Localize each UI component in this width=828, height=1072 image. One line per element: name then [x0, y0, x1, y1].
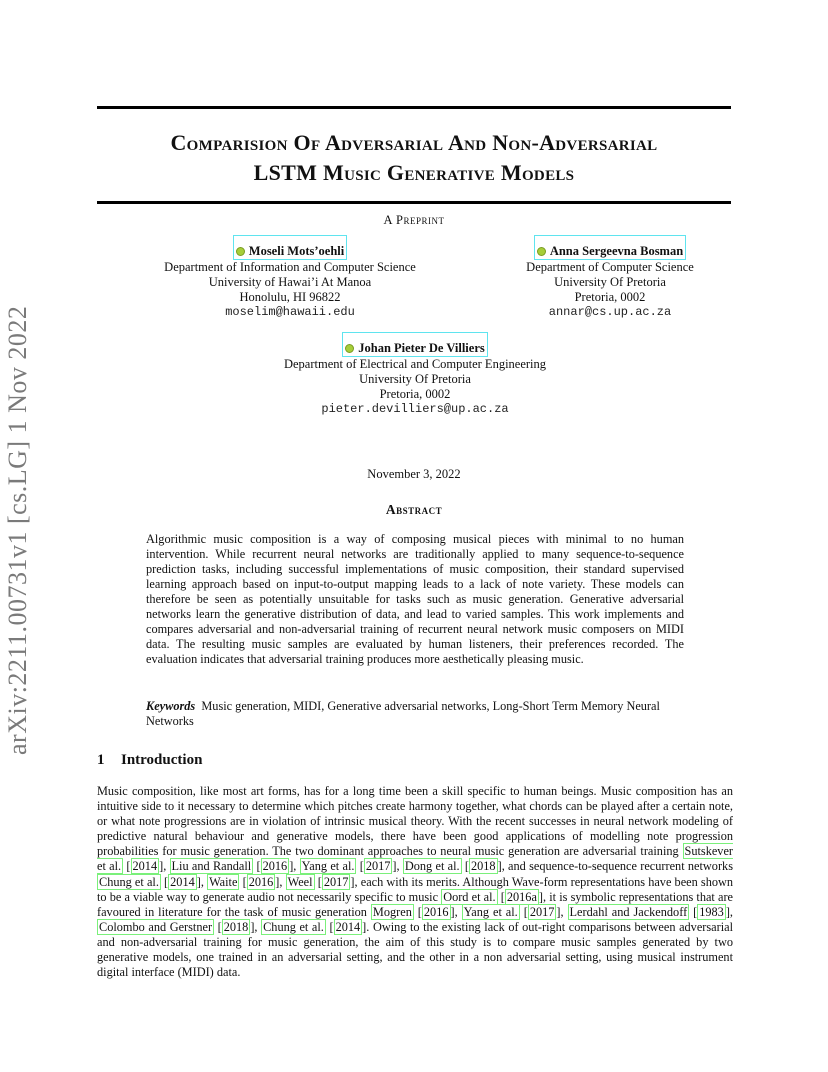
author-block-1: [150, 235, 430, 320]
citation-year-link[interactable]: 1983: [699, 904, 724, 919]
author-link-2[interactable]: [534, 235, 686, 260]
paper-date: November 3, 2022: [367, 467, 461, 481]
citation-link[interactable]: Weel: [287, 874, 313, 889]
section-heading: [97, 752, 202, 769]
citation-year-link[interactable]: 2018: [470, 859, 496, 874]
citation-link[interactable]: Waite: [209, 874, 238, 889]
citation-link[interactable]: Yang et al.: [301, 859, 355, 874]
citation-year-link[interactable]: 2017: [323, 874, 349, 889]
orcid-icon[interactable]: [236, 247, 245, 256]
citation-year-link[interactable]: 2017: [529, 904, 555, 919]
citation-year-link[interactable]: 2014: [170, 874, 195, 889]
citation-year-link[interactable]: 2018: [223, 919, 249, 934]
paper-title-line-2: LSTM Music Generative Models: [253, 160, 575, 185]
author-location: Pretoria, 0002: [574, 290, 646, 304]
author-institution: University Of Pretoria: [554, 275, 666, 289]
citation-year-link[interactable]: 2014: [335, 919, 361, 934]
author-institution: University Of Pretoria: [359, 372, 471, 386]
citation-year-link[interactable]: 2016a: [506, 889, 537, 904]
citation-year-link[interactable]: 2016: [248, 874, 274, 889]
author-name: Moseli Mots’oehli: [248, 244, 345, 258]
citation-link[interactable]: Chung et al.: [99, 874, 159, 889]
intro-text: , and sequence-to-sequence recurrent networks: [501, 859, 733, 874]
citation-link[interactable]: Chung et al.: [263, 919, 324, 934]
paper-title-line-1: Comparision Of Adversarial And Non-Adversarial: [170, 130, 658, 155]
keywords: [146, 699, 684, 729]
author-location: Pretoria, 0002: [379, 387, 451, 401]
intro-text: Music composition, like most art forms, has for a long time been a skill specific to human beings. Music composition has an intuitive side to it necessary to determine which pitches create harmony together, what chords can be played after a certain note, or what note progressions are in violation of intrinsic musical theory. With the recent successes in neural network modeling of predictive natural behaviour and generative models, there have been good applications of modelling note progression probabilities for music generation. The two dominant approaches to neural music generation are adversarial training: [97, 784, 733, 859]
arxiv-side-stamp: arXiv:2211.00731v1 [cs.LG] 1 Nov 2022: [3, 305, 32, 755]
citation-year-link[interactable]: 2017: [365, 859, 391, 874]
citation-link[interactable]: Yang et al.: [463, 904, 518, 919]
intro-text: . Owing to the existing lack of out-right comparisons between adversarial and non-adversarial training for music generation, the aim of this study is to compare music samples generated by two generative models, one trained in an adversarial setting, and the other in a non adversarial setting, using musical instrument digital interface (MIDI) data.: [97, 919, 734, 980]
author-block-2: [470, 235, 750, 320]
intro-paragraph: Music composition, like most art forms, has for a long time been a skill specific to human beings. Music composition has an intuitive side to it necessary to determine which pitches create harmony together, what chords can be played after a certain note, or what note progressions are in violation of intrinsic musical theory. With the recent successes in neural network modeling of predictive natural behaviour and generative models, there have been good applications of modelling note progression probabilities for music generation. The two dominant approaches to neural music generation are adversarial training Sutskever et al. [ 2014 ], Liu and Randall [ 2016 ], Yang et al. [ 2017 ], Dong et al. [ 2018 ], and sequence-to-sequence recurrent networks Chung et al. [ 2014 ], Waite [ 2016 ], Weel [ 2017 ], each with its merits. Although Wave-form representations have been shown to be a viable way to generate audio not necessarily specific to music Oord et al. [ 2016a ], it is symbolic representations that are favoured in literature for the task of music generation Mogren [ 2016 ], Yang et al. [ 2017 ], Lerdahl and Jackendoff [ 1983 ], Colombo and Gerstner [ 2018 ], Chung et al. [ 2014 ]. Owing to the existing lack of out-right comparisons between adversarial and non-adversarial training for music generation, the aim of this study is to compare music samples generated by two generative models, one trained in an adversarial setting, and the other in a non adversarial setting, using musical instrument digital interface (MIDI) data.: [97, 784, 734, 980]
author-block-3: [260, 332, 570, 417]
author-link-3[interactable]: [342, 332, 487, 357]
citation-year-link[interactable]: 2016: [262, 859, 288, 874]
title-top-rule: [97, 106, 731, 109]
orcid-icon[interactable]: [537, 247, 546, 256]
preprint-label: A Preprint: [383, 213, 445, 227]
citation-link[interactable]: Colombo and Gerstner: [99, 919, 213, 934]
author-name: Johan Pieter De Villiers: [358, 341, 485, 355]
abstract-text: Algorithmic music composition is a way of composing musical pieces with minimal to no human intervention. While recurrent neural networks are traditionally applied to many sequence-to-sequence prediction tasks, including successful implementations of music composition, their standard supervised learning approach based on input-to-output mapping leads to a lack of note variety. These models can therefore be seen as potentially unsuitable for tasks such as music generation. Generative adversarial networks learn the generative distribution of data, and lead to varied samples. This work implements and compares adversarial and non-adversarial training of recurrent neural network music composers on MIDI data. The resulting music samples are evaluated by human listeners, their preferences recorded. The evaluation indicates that adversarial training produces more aesthetically pleasing music.: [146, 532, 684, 666]
citation-link[interactable]: Sutskever et al.: [97, 844, 733, 874]
citation-link[interactable]: Mogren: [372, 904, 412, 919]
keywords-label: Keywords: [146, 699, 196, 713]
author-location: Honolulu, HI 96822: [239, 290, 341, 304]
author-email: pieter.devilliers@up.ac.za: [321, 402, 509, 416]
orcid-icon[interactable]: [345, 344, 354, 353]
author-affiliation: Department of Information and Computer Science: [164, 260, 416, 274]
citation-link[interactable]: Liu and Randall: [171, 859, 252, 874]
citation-year-link[interactable]: 2016: [423, 904, 449, 919]
author-institution: University of Hawai’i At Manoa: [208, 275, 372, 289]
paper-title: [97, 128, 731, 188]
section-title: Introduction: [121, 752, 203, 768]
author-email: moselim@hawaii.edu: [225, 305, 355, 319]
author-link-1[interactable]: [233, 235, 347, 260]
citation-link[interactable]: Dong et al.: [404, 859, 460, 874]
abstract-heading: Abstract: [385, 502, 443, 517]
intro-text: , each with its merits. Although Wave-form representations have been shown to be a viable way to generate audio not necessarily specific to music: [97, 874, 734, 904]
author-name: Anna Sergeevna Bosman: [549, 244, 684, 258]
citation-year-link[interactable]: 2014: [132, 859, 158, 874]
keywords-text: Music generation, MIDI, Generative adversarial networks, Long-Short Term Memory Neural Networks: [146, 699, 660, 728]
author-affiliation: Department of Electrical and Computer Engineering: [283, 357, 547, 371]
citation-link[interactable]: Lerdahl and Jackendoff: [569, 904, 688, 919]
citation-link[interactable]: Oord et al.: [443, 889, 496, 904]
title-bottom-rule: [97, 201, 731, 204]
author-email: annar@cs.up.ac.za: [548, 305, 672, 319]
intro-text: , it is symbolic representations that are favoured in literature for the task of music generation: [97, 889, 734, 919]
author-affiliation: Department of Computer Science: [526, 260, 694, 274]
section-number: 1: [97, 752, 105, 768]
